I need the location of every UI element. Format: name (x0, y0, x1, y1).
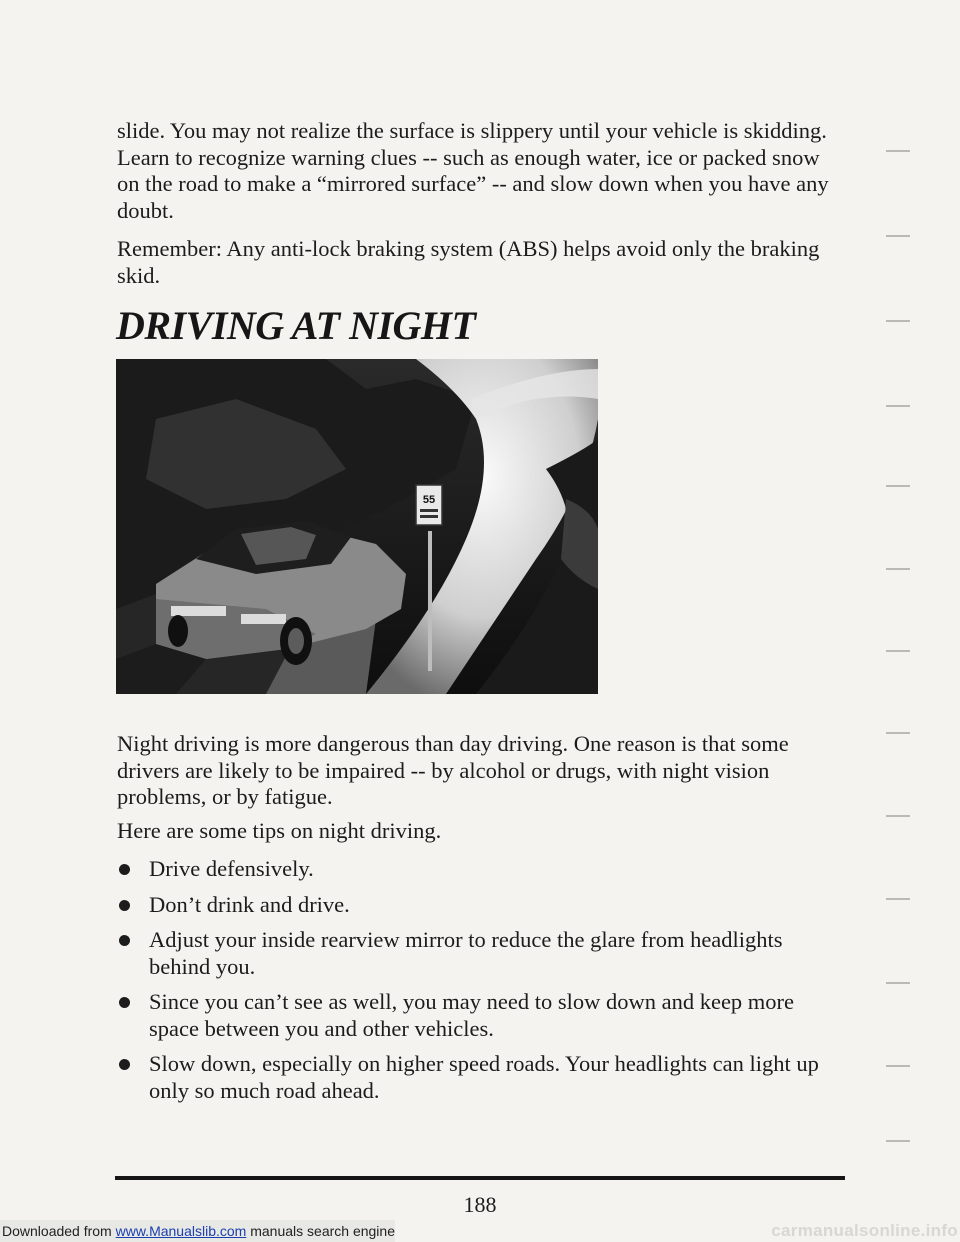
margin-mark (886, 1140, 910, 1142)
paragraph-skid-warning: slide. You may not realize the surface is slippery until your vehicle is skidding. Learn to recognize warning clues -- such as enough water, ice or packed snow on the road to make a “mirrored surface” -- and slow down when you have any doubt. (117, 118, 829, 223)
margin-mark (886, 150, 910, 152)
margin-mark (886, 732, 910, 734)
night-road-image (116, 359, 598, 694)
tip-text: Drive defensively. (149, 856, 314, 881)
tip-text: Adjust your inside rearview mirror to reduce the glare from headlights behind you. (149, 927, 783, 979)
bullet-icon (119, 997, 130, 1008)
margin-mark (886, 235, 910, 237)
margin-mark (886, 320, 910, 322)
margin-mark (886, 815, 910, 817)
manualslib-link[interactable]: www.Manualslib.com (115, 1223, 247, 1239)
margin-mark (886, 485, 910, 487)
page-number: 188 (463, 1192, 497, 1217)
paragraph-night-danger: Night driving is more dangerous than day driving. One reason is that some drivers are likely to be impaired -- by alcohol or drugs, with night vision problems, or by fatigue. (117, 731, 789, 809)
bullet-icon (119, 864, 130, 875)
tip-text: Don’t drink and drive. (149, 891, 350, 917)
footer-rule (115, 1176, 845, 1180)
paragraph-tips-intro: Here are some tips on night driving. (117, 818, 442, 843)
list-item (117, 892, 847, 919)
speed-sign-text: 55 (422, 494, 436, 506)
margin-mark (886, 898, 910, 900)
bullet-icon (119, 935, 130, 946)
margin-mark (886, 405, 910, 407)
paragraph-abs-reminder: Remember: Any anti-lock braking system (ABS) helps avoid only the braking skid. (117, 236, 820, 288)
bullet-icon (119, 1059, 130, 1070)
margin-mark (886, 1065, 910, 1067)
tip-text: Since you can’t see as well, you may need to slow down and keep more space between you and other vehicles. (149, 989, 795, 1041)
margin-tick-marks (868, 150, 928, 1150)
margin-mark (886, 650, 910, 652)
footer-suffix: manuals search engine (246, 1223, 395, 1239)
list-item (117, 927, 847, 980)
list-item (117, 989, 847, 1042)
margin-mark (886, 982, 910, 984)
margin-mark (886, 568, 910, 570)
download-footer (0, 1220, 395, 1242)
watermark-text: carmanualsonline.info (771, 1221, 958, 1240)
night-driving-illustration (116, 359, 598, 694)
tip-text: Slow down, especially on higher speed roads. Your headlights can light up only so much road ahead. (149, 1051, 819, 1103)
bullet-icon (119, 900, 130, 911)
night-driving-tips-list (117, 856, 847, 1113)
list-item (117, 856, 847, 883)
list-item (117, 1051, 847, 1104)
section-heading: DRIVING AT NIGHT (116, 303, 476, 348)
footer-prefix: Downloaded from (2, 1223, 116, 1239)
